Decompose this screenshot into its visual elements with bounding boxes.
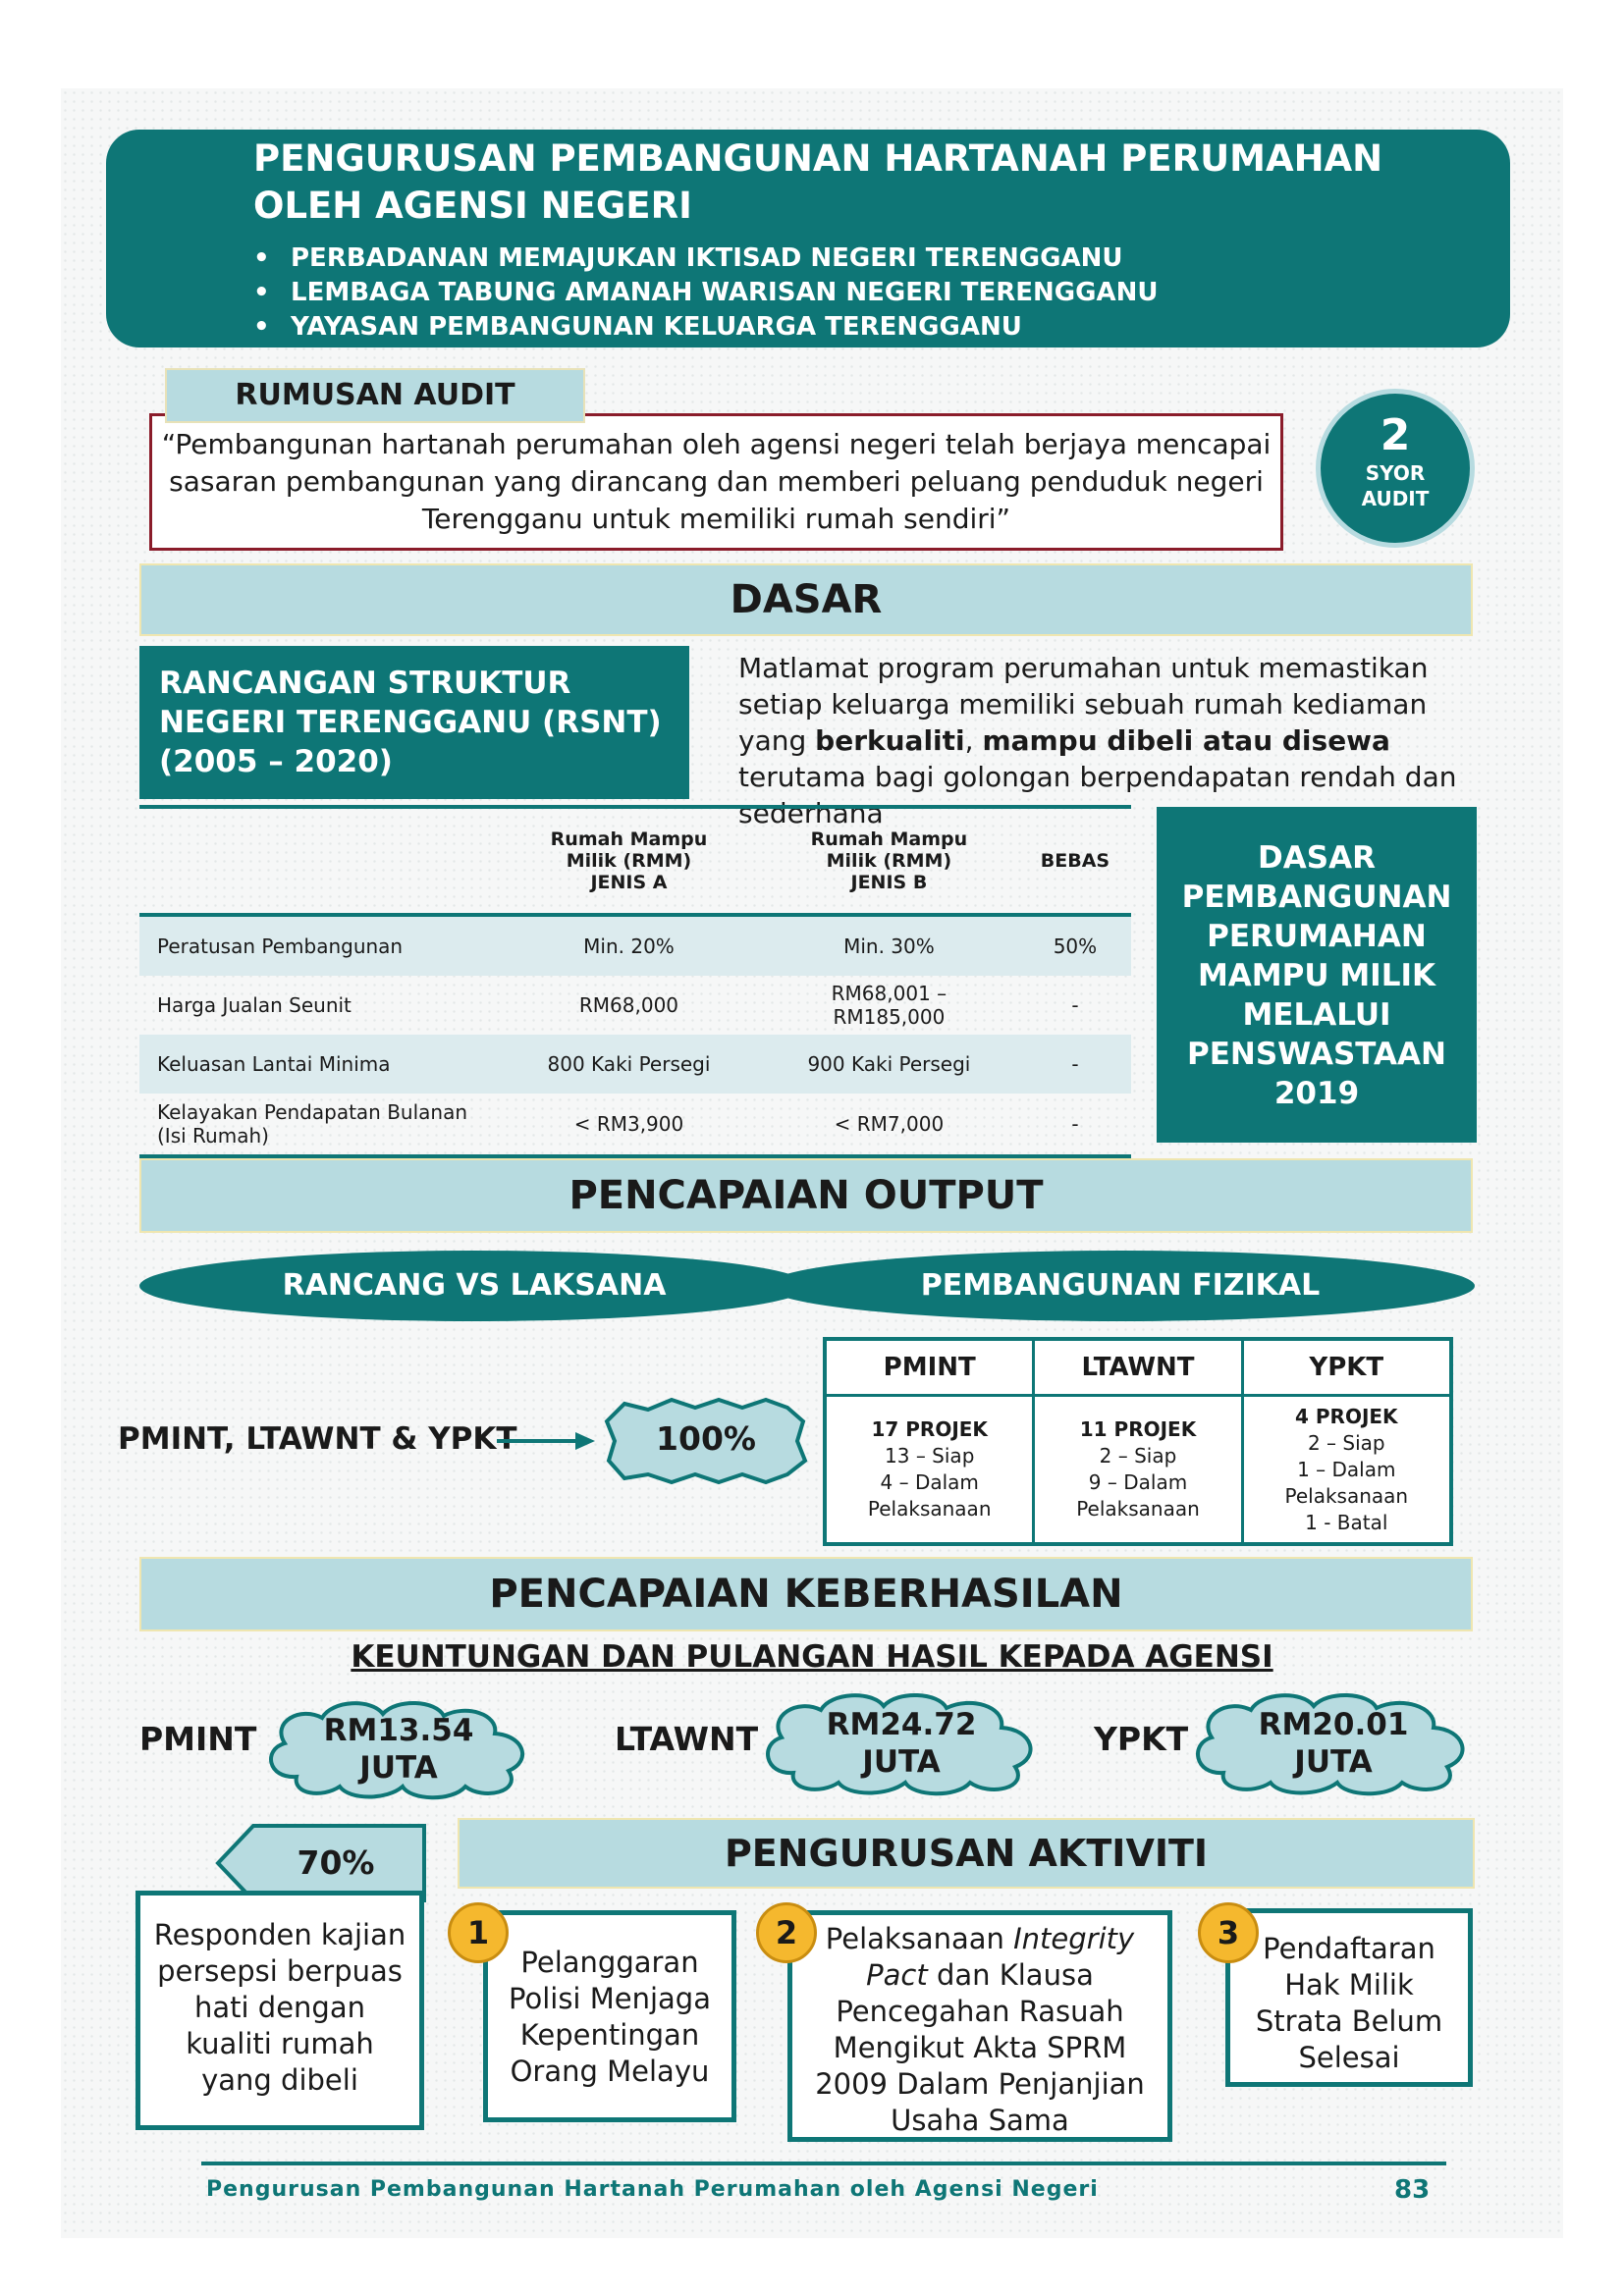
section-heading-dasar: DASAR — [139, 563, 1473, 636]
status-line: 1 - Batal — [1305, 1510, 1388, 1534]
activity-line: Pencegahan Rasuah — [836, 1995, 1124, 2028]
table-row — [139, 1035, 1131, 1094]
agency-item: • PERBADANAN MEMAJUKAN IKTISAD NEGERI TERENGGANU — [253, 241, 1432, 276]
project-count: 4 PROJEK — [1295, 1404, 1398, 1428]
activity-line — [792, 1957, 1167, 1994]
row-label: Keluasan Lantai Minima — [139, 1035, 499, 1094]
survey-percent: 70% — [297, 1843, 375, 1882]
table-header-bebas: BEBAS — [1019, 807, 1131, 915]
label-line: (Isi Rumah) — [157, 1124, 269, 1148]
rsnt-line: RANCANGAN STRUKTUR — [159, 666, 571, 701]
objective-text: terutama bagi golongan berpendapatan rendah dan sederhana — [738, 761, 1457, 829]
activity-text: dan Klausa — [927, 1958, 1094, 1992]
survey-line: Responden kajian — [153, 1918, 406, 1951]
cell-bebas: - — [1019, 1094, 1131, 1156]
table-row — [139, 1094, 1131, 1156]
cell-rmm-b: 900 Kaki Persegi — [759, 1035, 1019, 1094]
status-line: 4 – Dalam — [880, 1470, 979, 1494]
activity-number-badge: 3 — [1198, 1902, 1259, 1963]
cell-rmm-a: < RM3,900 — [499, 1094, 759, 1156]
dpmm-line: PENSWASTAAN — [1187, 1037, 1446, 1072]
survey-line: hati dengan — [194, 1991, 365, 2024]
recommendation-count: 2 — [1380, 410, 1411, 460]
dpmm-line: 2019 — [1273, 1076, 1360, 1111]
physical-development-table — [823, 1337, 1453, 1546]
agency-item: • LEMBAGA TABUNG AMANAH WARISAN NEGERI TERENGGANU — [253, 276, 1432, 310]
row-label: Peratusan Pembangunan — [139, 915, 499, 976]
activity-number-badge: 1 — [448, 1902, 509, 1963]
audit-recommendation-badge — [1316, 389, 1475, 548]
status-line: 2 – Siap — [1307, 1430, 1385, 1455]
oval-rancang-vs-laksana: RANCANG VS LAKSANA — [139, 1251, 809, 1321]
agency-list — [253, 241, 1432, 345]
recommendation-label: SYOR — [1365, 461, 1426, 485]
status-line: Pelaksanaan — [1284, 1483, 1409, 1508]
header-pmint: PMINT — [825, 1339, 1034, 1396]
audit-summary-box — [149, 413, 1283, 551]
activity-line: Kepentingan — [519, 2018, 700, 2052]
activity-box-1 — [483, 1910, 736, 2122]
cell-rmm-a: 800 Kaki Persegi — [499, 1035, 759, 1094]
footer-divider — [201, 2162, 1446, 2165]
project-count: 11 PROJEK — [1079, 1417, 1197, 1441]
cell-line: RM68,001 – — [831, 982, 947, 1005]
entity-pmint: PMINT — [139, 1720, 257, 1758]
label-line: Kelayakan Pendapatan Bulanan — [157, 1100, 468, 1124]
recommendation-label: AUDIT — [1361, 487, 1430, 510]
cell-bebas: - — [1071, 993, 1079, 1017]
profit-amount: RM20.01 — [1258, 1707, 1409, 1742]
oval-pembangunan-fizikal: PEMBANGUNAN FIZIKAL — [766, 1251, 1475, 1321]
profit-unit: JUTA — [862, 1744, 941, 1780]
cell-pmint — [825, 1396, 1034, 1545]
profit-ltawnt — [754, 1706, 1049, 1781]
activity-italic: Pact — [866, 1958, 928, 1992]
table-header-empty — [139, 807, 499, 915]
activity-line: Hak Milik — [1284, 1968, 1414, 2002]
profit-pmint — [257, 1712, 540, 1787]
dpmm-line: DASAR — [1258, 840, 1376, 876]
activity-line: Mengikut Akta SPRM — [833, 2031, 1127, 2064]
survey-line: yang dibeli — [201, 2063, 358, 2097]
audit-summary-label: RUMUSAN AUDIT — [165, 368, 585, 423]
percent-100: 100% — [656, 1419, 756, 1458]
table-row — [139, 976, 1131, 1035]
objective-bold: mampu dibeli atau disewa — [982, 724, 1390, 757]
summary-line: sasaran pembangunan yang dirancang dan memberi peluang penduduk negeri — [169, 465, 1264, 498]
profit-ypkt — [1184, 1706, 1483, 1781]
rsnt-line: NEGERI TERENGGANU (RSNT) — [159, 705, 662, 740]
page-title — [253, 135, 1432, 230]
rsnt-box — [139, 646, 689, 799]
cell-rmm-b — [759, 976, 1019, 1035]
profit-unit: JUTA — [1294, 1744, 1373, 1780]
activity-line: Orang Melayu — [510, 2055, 710, 2088]
header-line: Rumah Mampu — [550, 828, 708, 850]
status-line: 2 – Siap — [1099, 1444, 1177, 1468]
objective-text: , — [964, 724, 983, 757]
status-line: Pelaksanaan — [1076, 1497, 1200, 1521]
entities-label: PMINT, LTAWNT & YPKT — [118, 1421, 517, 1457]
project-count: 17 PROJEK — [871, 1417, 988, 1441]
table-header-rmm-b — [759, 807, 1019, 915]
dpmm-line: MAMPU MILIK — [1197, 958, 1436, 993]
header-line: JENIS B — [850, 872, 928, 893]
dpmm-line: PEMBANGUNAN — [1181, 880, 1452, 915]
section-heading-keberhasilan: PENCAPAIAN KEBERHASILAN — [139, 1557, 1473, 1631]
table-header-rmm-a — [499, 807, 759, 915]
cell-bebas: 50% — [1019, 915, 1131, 976]
cell-bebas: - — [1019, 1035, 1131, 1094]
status-line: 9 – Dalam — [1088, 1470, 1188, 1494]
row-label — [139, 1094, 499, 1156]
activity-line: Pendaftaran — [1263, 1932, 1435, 1965]
header-line: JENIS A — [590, 872, 668, 893]
table-row — [139, 915, 1131, 976]
survey-box — [135, 1891, 424, 2130]
arrow-right-icon — [497, 1429, 595, 1453]
cell-rmm-a: Min. 20% — [499, 915, 759, 976]
status-line: 1 – Dalam — [1297, 1457, 1396, 1481]
objective-text: Matlamat program perumahan untuk memastikan setiap keluarga memiliki sebuah rumah kediaman yang — [738, 652, 1429, 757]
profit-amount: RM13.54 — [323, 1713, 474, 1748]
profit-subheading: KEUNTUNGAN DAN PULANGAN HASIL KEPADA AGENSI — [351, 1639, 1273, 1675]
activity-line: Selesai — [1298, 2041, 1400, 2074]
status-line: Pelaksanaan — [867, 1497, 992, 1521]
section-heading-aktiviti: PENGURUSAN AKTIVITI — [458, 1818, 1475, 1889]
page-number: 83 — [1394, 2175, 1431, 2205]
dpmm-line: PERUMAHAN — [1207, 919, 1427, 954]
activity-italic: Integrity — [1013, 1922, 1135, 1955]
header-line: Milik (RMM) — [566, 850, 692, 872]
profit-amount: RM24.72 — [826, 1707, 977, 1742]
header-line: Milik (RMM) — [826, 850, 952, 872]
header-ypkt: YPKT — [1242, 1339, 1451, 1396]
title-line-2: OLEH AGENSI NEGERI — [253, 185, 692, 227]
activity-box-3 — [1225, 1908, 1473, 2087]
activity-line: Strata Belum — [1255, 2004, 1443, 2038]
cell-rmm-b: < RM7,000 — [759, 1094, 1019, 1156]
section-heading-output: PENCAPAIAN OUTPUT — [139, 1158, 1473, 1233]
row-label: Harga Jualan Seunit — [157, 993, 352, 1017]
cell-ypkt — [1242, 1396, 1451, 1545]
activity-line: Pelanggaran — [520, 1946, 699, 1979]
dasar-ppmm-box — [1157, 807, 1477, 1143]
header-line: Rumah Mampu — [810, 828, 968, 850]
activity-text: Pelaksanaan — [825, 1922, 1014, 1955]
footer-text: Pengurusan Pembangunan Hartanah Perumahan oleh Agensi Negeri — [206, 2177, 1099, 2202]
housing-policy-table — [139, 805, 1131, 1158]
rsnt-line: (2005 – 2020) — [159, 744, 393, 779]
objective-bold: berkualiti — [815, 724, 965, 757]
activity-line: Usaha Sama — [891, 2104, 1069, 2137]
activity-line — [792, 1921, 1167, 1957]
agency-item: • YAYASAN PEMBANGUNAN KELUARGA TERENGGANU — [253, 310, 1432, 345]
cell-line: RM185,000 — [833, 1005, 946, 1029]
cell-rmm-b: Min. 30% — [759, 915, 1019, 976]
activity-line: Polisi Menjaga — [509, 1982, 711, 2015]
entity-ypkt: YPKT — [1094, 1720, 1189, 1758]
activity-number-badge: 2 — [756, 1902, 817, 1963]
dpmm-line: MELALUI — [1242, 997, 1391, 1033]
entity-ltawnt: LTAWNT — [615, 1720, 759, 1758]
cell-rmm-a: RM68,000 — [578, 993, 679, 1017]
status-line: 13 – Siap — [885, 1444, 975, 1468]
survey-line: persepsi berpuas — [157, 1954, 403, 1988]
profit-unit: JUTA — [359, 1750, 438, 1786]
survey-line: kualiti rumah — [186, 2027, 374, 2060]
cell-ltawnt — [1034, 1396, 1242, 1545]
header-ltawnt: LTAWNT — [1034, 1339, 1242, 1396]
summary-line: Terengganu untuk memiliki rumah sendiri” — [421, 503, 1011, 535]
activity-box-2 — [787, 1910, 1172, 2142]
title-line-1: PENGURUSAN PEMBANGUNAN HARTANAH PERUMAHAN — [253, 137, 1383, 180]
summary-line: “Pembangunan hartanah perumahan oleh agensi negeri telah berjaya mencapai — [161, 428, 1272, 460]
activity-line: 2009 Dalam Penjanjian — [815, 2067, 1145, 2101]
